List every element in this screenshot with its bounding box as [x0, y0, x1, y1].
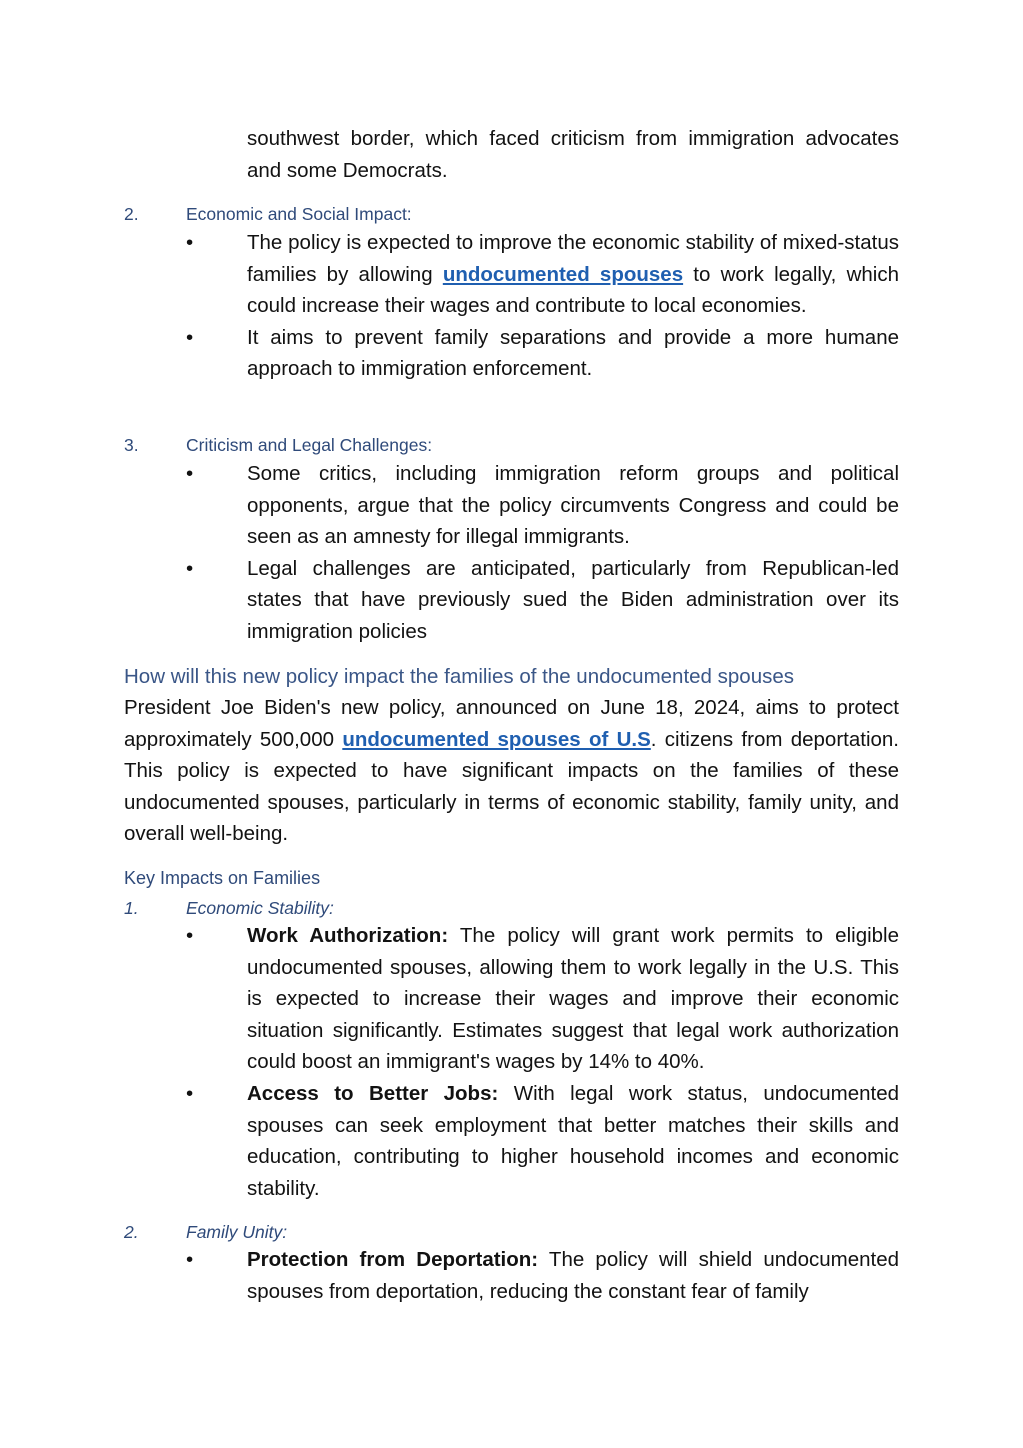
bullet-body: With legal work status, undocumented spouses can seek employment that better matches their skills and education, contributing to higher household incomes and economic stability.: [247, 1081, 899, 1200]
bullet-bold-lead: Work Authorization:: [247, 924, 449, 947]
bullet-icon: •: [186, 325, 194, 349]
bullet-text: It aims to prevent family separations and provide a more humane approach to immigration enforcement.: [247, 325, 899, 381]
section-paragraph: [124, 692, 899, 850]
undocumented-spouses-us-link[interactable]: undocumented spouses of U.S: [342, 727, 651, 751]
bullet-icon: •: [186, 1081, 194, 1105]
bullet-list-economic-stability: [186, 920, 899, 1204]
bullet-list-criticism: [186, 458, 899, 648]
list-number: 3.: [124, 435, 139, 455]
bullet-body: The policy will shield undocumented spouses from deportation, reducing the constant fear of family: [247, 1248, 899, 1303]
bullet-icon: •: [186, 462, 194, 485]
paragraph-text-after: . citizens from deportation. This policy is expected to have significant impacts on the families of these undocumented spouses, particularly in terms of economic stability, family unity, and overall well-being.: [124, 727, 899, 846]
list-label-family-unity: Family Unity:: [186, 1222, 288, 1242]
section-heading: How will this new policy impact the families of the undocumented spouses: [124, 665, 794, 688]
bullet-bold-lead: Protection from Deportation:: [247, 1248, 539, 1271]
bullet-icon: •: [186, 1248, 194, 1271]
bullet-text: [247, 227, 899, 322]
bullet-bold-lead: Access to Better Jobs:: [247, 1081, 499, 1105]
list-label-economic-social-impact: Economic and Social Impact:: [186, 204, 412, 224]
key-impacts-heading: Key Impacts on Families: [124, 868, 321, 888]
list-number: 2.: [124, 1222, 139, 1242]
bullet-item: [186, 1244, 899, 1307]
list-number: 2.: [124, 204, 139, 224]
list-number: 1.: [124, 898, 139, 918]
bullet-item: [186, 920, 899, 1078]
bullet-list-economic-social: [186, 227, 899, 385]
bullet-icon: •: [186, 924, 194, 947]
bullet-text-after: to work legally, which could increase their wages and contribute to local economies.: [247, 262, 899, 318]
intro-continuation-paragraph: southwest border, which faced criticism from immigration advocates and some Democrats.: [247, 127, 899, 182]
bullet-text: Some critics, including immigration reform groups and political opponents, argue that the policy circumvents Congress and could be seen as an amnesty for illegal immigrants.: [247, 462, 899, 549]
bullet-icon: •: [186, 231, 194, 254]
list-label-economic-stability: Economic Stability:: [186, 898, 334, 918]
bullet-list-family-unity: [186, 1244, 899, 1307]
undocumented-spouses-link[interactable]: undocumented spouses: [442, 262, 684, 286]
bullet-text: Legal challenges are anticipated, particularly from Republican-led states that have previously sued the Biden administration over its immigration policies: [247, 556, 899, 643]
bullet-text: [247, 920, 899, 1078]
bullet-item: [186, 1078, 899, 1204]
bullet-body: The policy will grant work permits to eligible undocumented spouses, allowing them to work legally in the U.S. This is expected to increase their wages and improve their economic situation significantly. Estimates suggest that legal work authorization could boost an immigrant's wages by 14% to 40%.: [247, 924, 900, 1074]
bullet-text-before: The policy is expected to improve the economic stability of mixed-status families by allowing: [247, 231, 899, 286]
paragraph-text-before: President Joe Biden's new policy, announced on June 18, 2024, aims to protect approximately 500,000: [124, 696, 899, 751]
bullet-text: [247, 1078, 899, 1204]
list-label-criticism-legal: Criticism and Legal Challenges:: [186, 435, 433, 455]
bullet-icon: •: [186, 556, 194, 580]
bullet-item: [186, 553, 899, 648]
bullet-text: [247, 1244, 899, 1307]
bullet-item: [186, 322, 899, 385]
bullet-item: [186, 458, 899, 553]
bullet-item: [186, 227, 899, 322]
